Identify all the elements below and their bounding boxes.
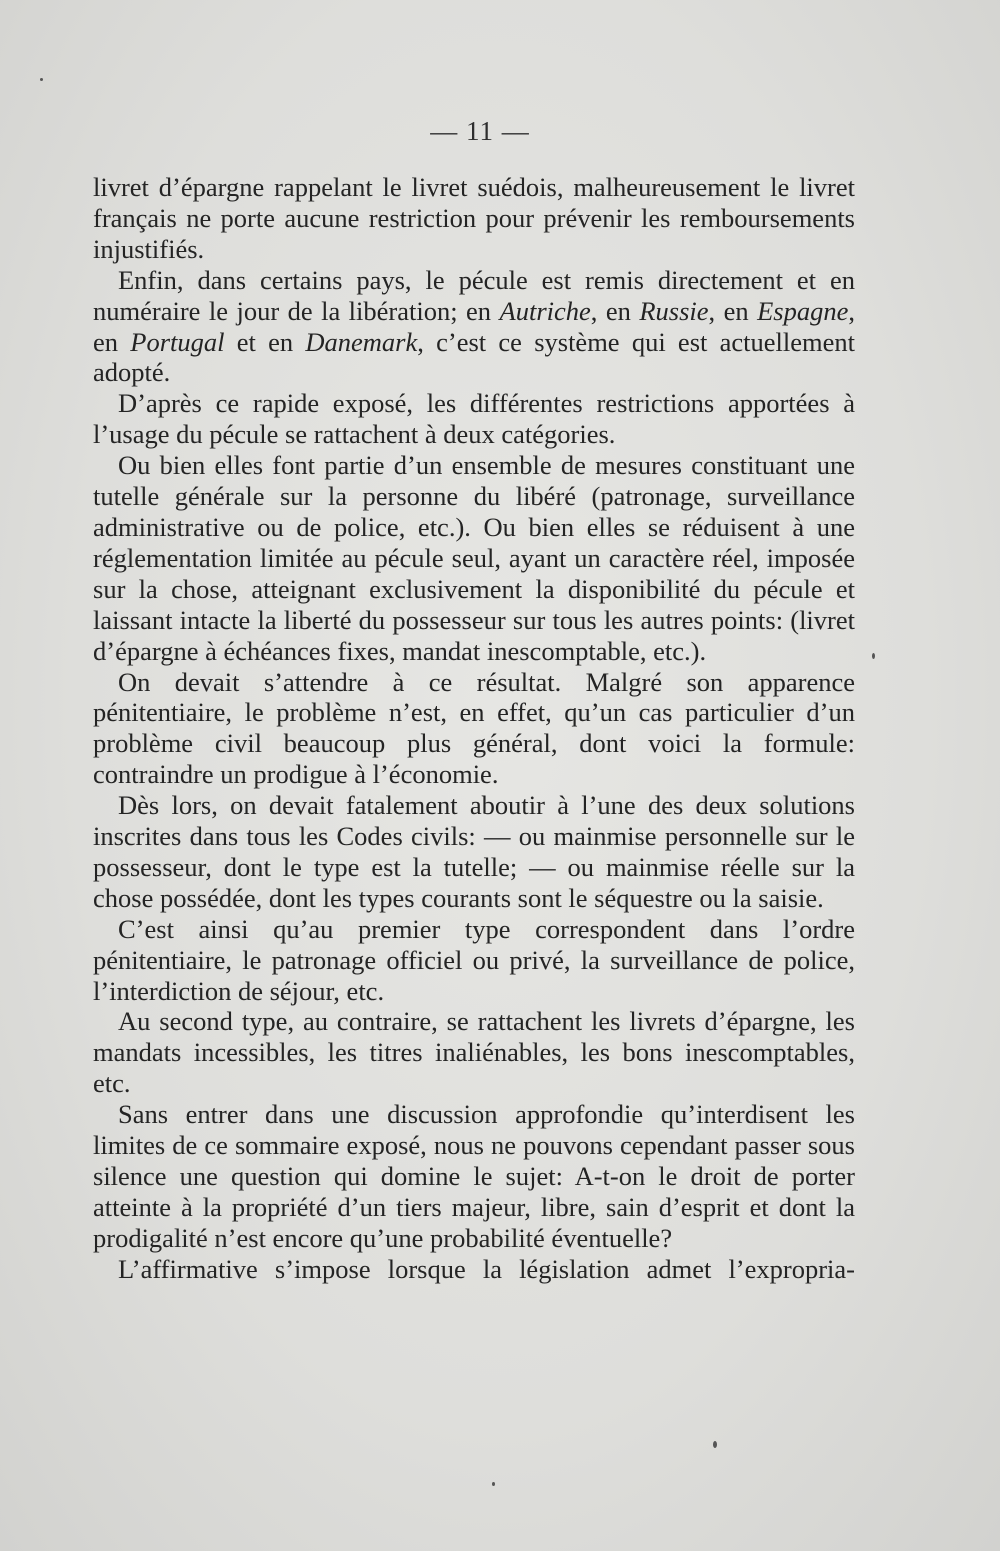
paragraph-8 <box>93 1006 855 1099</box>
ink-speck <box>40 78 43 81</box>
paragraph-2 <box>93 265 855 389</box>
paragraph-4 <box>93 450 855 666</box>
paragraph-7 <box>93 914 855 1007</box>
paragraph-3 <box>93 388 855 450</box>
text-run: , en <box>708 295 758 326</box>
text-run: Sans entrer dans une discussion approfondie qu’interdisent les limites de ce sommaire exposé, nous ne pouvons cependant passer sous silence une question qui domine le sujet: A-t-on le droit de porter atteinte à la propriété d’un tiers majeur, libre, sain d’esprit et dont la prodigalité n’est encore qu’une probabilité éventuelle? <box>93 1099 855 1253</box>
text-run: livret d’épargne rappelant le livret suédois, malheureusement le livret français ne porte aucune restriction pour prévenir les remboursements injustifiés. <box>93 172 855 264</box>
paragraph-6 <box>93 790 855 914</box>
paragraph-1 <box>93 172 855 265</box>
text-run: L’affirmative s’impose lorsque la législation admet l’expropria- <box>118 1253 855 1284</box>
paragraph-9 <box>93 1099 855 1254</box>
paragraph-5 <box>93 667 855 791</box>
text-run: D’après ce rapide exposé, les différentes restrictions apportées à l’usage du pécule se rattachent à deux catégories. <box>93 388 855 450</box>
ink-speck <box>492 1482 495 1486</box>
text-run: Dès lors, on devait fatalement aboutir à l’une des deux solutions inscrites dans tous les Codes civils: — ou mainmise personnelle sur le possesseur, dont le type est la tutelle; — ou mainmise réelle sur la chose possédée, dont les types courants sont le séquestre ou la saisie. <box>93 790 855 913</box>
text-run: , en <box>93 295 856 357</box>
italic-text: Danemark <box>305 326 418 357</box>
text-run: Au second type, au contraire, se rattachent les livrets d’épargne, les mandats incessibles, les titres inaliénables, les bons inescomptables, etc. <box>93 1006 855 1099</box>
text-run: C’est ainsi qu’au premier type correspondent dans l’ordre pénitentiaire, le patronage officiel ou privé, la surveillance de police, l’interdiction de séjour, etc. <box>93 913 855 1006</box>
text-run: Enfin, dans certains pays, le pécule est remis directement et en numéraire le jour de la libération; en <box>93 264 855 326</box>
text-run: On devait s’attendre à ce résultat. Malgré son apparence pénitentiaire, le problème n’est, en effet, qu’un cas particulier d’un problème civil beaucoup plus général, dont voici la formule: contraindre un prodigue à l’économie. <box>93 666 855 790</box>
paragraph-10 <box>93 1254 855 1285</box>
ink-speck <box>872 653 875 659</box>
ink-speck <box>713 1441 717 1448</box>
text-run: Ou bien elles font partie d’un ensemble de mesures constituant une tutelle générale sur la personne du libéré (patronage, surveillance administrative ou de police, etc.). Ou bien elles se réduisent à une réglementation limitée au pécule seul, ayant un caractère réel, imposée sur la chose, atteignant exclusivement la disponibilité du pécule et laissant intacte la liberté du possesseur sur tous les autres points: (livret d’épargne à échéances fixes, mandat inescomptable, etc.). <box>93 450 855 666</box>
body-text <box>93 172 855 1285</box>
italic-text: Russie <box>639 295 709 326</box>
text-run: et en <box>224 326 306 357</box>
page-number: — 11 — <box>430 116 530 146</box>
italic-text: Portugal <box>130 326 225 357</box>
text-run: , c’est ce système qui est actuellement adopté. <box>93 326 855 388</box>
text-run: , en <box>590 295 640 326</box>
italic-text: Espagne <box>757 295 849 326</box>
italic-text: Autriche <box>499 295 591 326</box>
